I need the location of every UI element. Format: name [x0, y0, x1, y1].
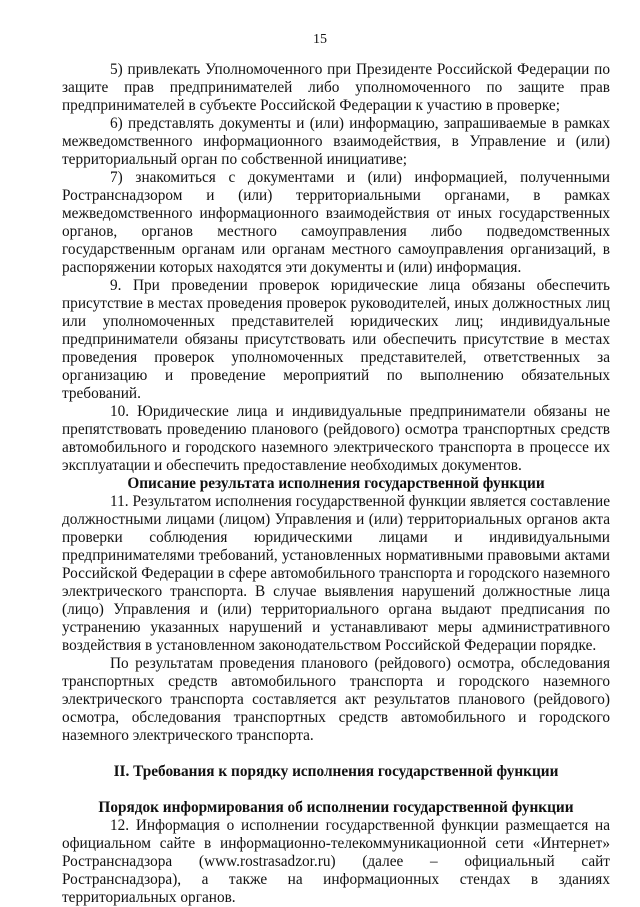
- heading-information-procedure: Порядок информирования об исполнении государственной функции: [98, 799, 574, 816]
- heading-result-description: Описание результата исполнения государственной функции: [127, 475, 545, 492]
- paragraph-clause-9: 9. При проведении проверок юридические лица обязаны обеспечить присутствие в местах проведения проверок руководителей, иных должностных лиц или уполномоченных представителей юридических лиц; индивидуальные предприниматели обязаны присутствовать или обеспечить присутствие в местах проведения проверок уполномоченных представителей, ответственных за организацию и проведение мероприятий по выполнению обязательных требований.: [62, 277, 610, 402]
- paragraph-item-5: 5) привлекать Уполномоченного при Президенте Российской Федерации по защите прав предпринимателей либо уполномоченного по защите прав предпринимателей в субъекте Российской Федерации к участию в проверке;: [62, 61, 610, 114]
- paragraph-clause-12: 12. Информация о исполнении государственной функции размещается на официальном сайте в информационно-телекоммуникационной сети «Интернет» Ространснадзора (www.rostrasadzor.ru) (далее – официальный сайт Ространснадзора), а также на информационных стендах в зданиях территориальных органов.: [62, 817, 610, 906]
- paragraph-clause-11: 11. Результатом исполнения государственной функции является составление должностными лицами (лицом) Управления и (или) территориальных органов акта проверки соблюдения юридическими лицами и индивидуальными предпринимателями требований, установленных нормативными правовыми актами Российской Федерации в сфере автомобильного транспорта и городского наземного электрического транспорта. В случае выявления нарушений должностные лица (лицо) Управления и (или) территориального органа выдают предписания по устранению указанных нарушений и устанавливают меры административного воздействия в установленном законодательством Российской Федерации порядке.: [62, 493, 610, 654]
- section-heading: II. Требования к порядку исполнения государственной функции: [113, 763, 559, 780]
- paragraph-inspection-results: По результатам проведения планового (рейдового) осмотра, обследования транспортных средств автомобильного транспорта и городского наземного электрического транспорта составляется акт результатов планового (рейдового) осмотра, обследования транспортных средств автомобильного и городского наземного электрического транспорта.: [62, 655, 610, 744]
- paragraph-item-6: 6) представлять документы и (или) информацию, запрашиваемые в рамках межведомственного информационного взаимодействия, в Управление и (или) территориальный орган по собственной инициативе;: [62, 115, 610, 168]
- paragraph-item-7: 7) знакомиться с документами и (или) информацией, полученными Ространснадзором и (или) территориальными органами, в рамках межведомственного информационного взаимодействия от иных государственных органов, органов местного самоуправления либо подведомственных государственным органам или органам местного самоуправления организаций, в распоряжении которых находятся эти документы и (или) информация.: [62, 169, 610, 276]
- page-number: 15: [313, 32, 327, 47]
- document-body: [62, 61, 610, 907]
- spacer: [62, 745, 610, 763]
- paragraph-clause-10: 10. Юридические лица и индивидуальные предприниматели обязаны не препятствовать проведению планового (рейдового) осмотра транспортных средств автомобильного и городского наземного электрического транспорта в процессе их эксплуатации и обеспечить предоставление необходимых документов.: [62, 403, 610, 474]
- spacer: [62, 781, 610, 799]
